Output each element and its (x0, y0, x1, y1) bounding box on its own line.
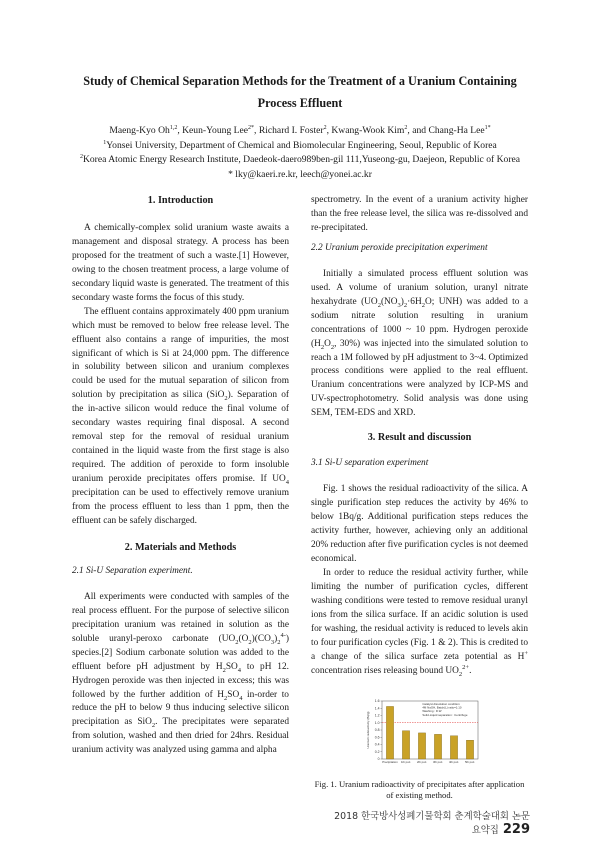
x-tick-label: 5th puri. (464, 760, 476, 764)
author-list: Maeng-Kyo Oh$^{1,2}$, Keun-Young Lee$^{2*}$, Richard I. Foster$^2$, Kwang-Wook Kim$^2$, and Chang-Ha Lee$^{1*}$ (109, 124, 491, 136)
bar (402, 731, 409, 759)
section-heading-introduction: 1. Introduction (147, 195, 214, 206)
peroxide-paragraph: Initially a simulated process effluent solution was used. A volume of uranium solution, uranyl nitrate hexahydrate ($UO_2(NO_3)_2\cdot 6H_2O$; UNH) was added to a sodium nitrate solution resulting in uranium concentrations of 1000 ~ 10 ppm. Hydrogen peroxide ($H_2O_2$, 30%) was injected into the simulated solution to reach a 1M followed by pH adjustment to 3~4. Optimized process conditions were applied to the real effluent. Uranium concentrations were analyzed by ICP-MS and UV-spectrophotometry. Solid analysis was done using SEM, TEM-EDS and XRD. (311, 268, 528, 419)
right-column (311, 194, 528, 679)
legend-entry: Catalyst dissolution condition (422, 702, 460, 706)
results-paragraph-1: Fig. 1 shows the residual radioactivity of the silica. A single purification step reduces the activity by 46% to below 1Bq/g. Additional purification steps reduces the activity further, however, achieving only an additional 20% reduction after five purification cycles is not deemed economical. (311, 484, 528, 564)
page-footer (330, 808, 530, 837)
methods-continued: spectrometry. In the event of a uranium activity higher than the free release level, the silica was re-dissolved and re-precipitated. (311, 195, 528, 233)
subsection-2-1: 2.1 Si-U Separation experiment. (72, 565, 193, 576)
figure-1-bar-chart (364, 697, 484, 769)
intro-paragraph-2: The effluent contains approximately 400 ppm uranium which must be removed to below free release level. The effluent also contains a range of impurities, the most significant of which is Si at 24,000 ppm. The difference in solubility between silicon and uranium complexes could be used for the mutual separation of silicon from solution by precipitation as silica (SiO$_2$). Separation of the in-active silicon would reduce the final volume of secondary wastes requiring final disposal. A second removal step for the removal of residual uranium contained in the liquid waste from the first stage is also required. The addition of peroxide to form insoluble uranium peroxide precipitates offers promise. If $UO_4$ precipitation can be used to effectively remove uranium from the process effluent to less than 1 ppm, then the effluent can be safely discharged. (72, 306, 289, 526)
x-tick-label: 3th puri. (432, 760, 444, 764)
author-email: * lky@kaeri.re.kr, leech@yonei.ac.kr (228, 168, 372, 180)
authors-block (40, 124, 560, 182)
legend-entry: Solid-Liquid separation : Centrifuge (422, 712, 468, 717)
subsection-3-1: 3.1 Si-U separation experiment (311, 458, 429, 469)
bar (434, 734, 441, 759)
x-tick-label: 1th puri. (400, 760, 412, 764)
x-tick-label: Precipitation (382, 760, 398, 764)
results-paragraph-2: In order to reduce the residual activity further, while limiting the number of purification cycles, different washing conditions were tested to remove residual uranyl ions from the silica surface. If an acidic solution is used for washing, the residual activity is reduced to levels akin to four purification cycles (Fig. 1 & 2). This is credited to a change of the silica surface zeta potential as H+ concentration rises releasing bound $UO_2^{2+}$. (311, 567, 528, 678)
y-tick-label: 0 (377, 757, 380, 762)
y-tick-label: 1.0 (374, 720, 380, 725)
methods-paragraph-1: All experiments were conducted with samples of the real process effluent. For the purpose of selective silicon precipitation uranium was retained in solution as the soluble uranyl-peroxo carbonate $(UO_2(O_2)(CO_3)_2^{4-})$ species.[2] Sodium carbonate solution was added to the effluent before pH adjustment by $H_2SO_4$ to pH 12. Hydrogen peroxide was then injected in excess; this was followed by the further addition of $H_2SO_4$ in-order to reduce the pH to below 9 thus inducing selective silicon precipitation as SiO$_2$. The precipitates were separated from solution, washed and then dried for 24hrs. Residual uranium activity was analyzed using gamma and alpha (72, 591, 289, 756)
bar (450, 736, 457, 759)
affiliation-2: $^2$Korea Atomic Energy Research Institute, Daedeok-daero989ben-gil 111,Yuseong-gu, Daejeon, Republic of Korea (79, 154, 521, 166)
bar (386, 706, 393, 759)
y-tick-label: 1.6 (374, 699, 380, 704)
y-tick-label: 0.6 (374, 735, 380, 740)
left-column (72, 194, 289, 758)
y-tick-label: 1.2 (374, 713, 380, 718)
paper-title-line2: Process Effluent (257, 96, 343, 110)
x-tick-label: 4th puri. (448, 760, 460, 764)
y-tick-label: 0.4 (374, 742, 380, 747)
figure-1-caption: Fig. 1. Uranium radioactivity of precipitates after application of existing method. (314, 779, 525, 800)
footer-text: 2018 한국방사성폐기물학회 춘계학술대회 논문요약집 (334, 811, 530, 836)
y-tick-label: 0.8 (374, 728, 380, 733)
y-tick-label: 1.4 (374, 706, 380, 711)
intro-paragraph-1: A chemically-complex solid uranium waste awaits a management and disposal strategy. A process has been proposed for the treatment of such a waste.[1] However, owing to the chosen treatment process, a large volume of secondary liquid waste is generated. The treatment of this secondary waste forms the focus of this study. (72, 222, 289, 303)
legend-entry: 4M NaOH, Batch(L) ratio=1:10 (422, 705, 462, 710)
subsection-2-2: 2.2 Uranium peroxide precipitation experiment (311, 242, 488, 253)
section-heading-results: 3. Result and discussion (367, 432, 472, 444)
legend-entry: Washing : D.W (422, 709, 442, 714)
page-number: 229 (502, 822, 530, 837)
x-tick-label: 2th puri. (416, 760, 428, 764)
paper-title-line1: Study of Chemical Separation Methods for the Treatment of a Uranium Containing (83, 74, 517, 88)
y-axis-label: Uranium radioactivity (Bq/g) (366, 711, 370, 749)
bar (418, 733, 425, 759)
affiliation-1: $^1$Yonsei University, Department of Chemical and Biomolecular Engineering, Seoul, Republic of Korea (103, 139, 497, 151)
y-tick-label: 0.2 (374, 749, 380, 754)
section-heading-methods: 2. Materials and Methods (124, 541, 237, 553)
bar (466, 740, 473, 759)
